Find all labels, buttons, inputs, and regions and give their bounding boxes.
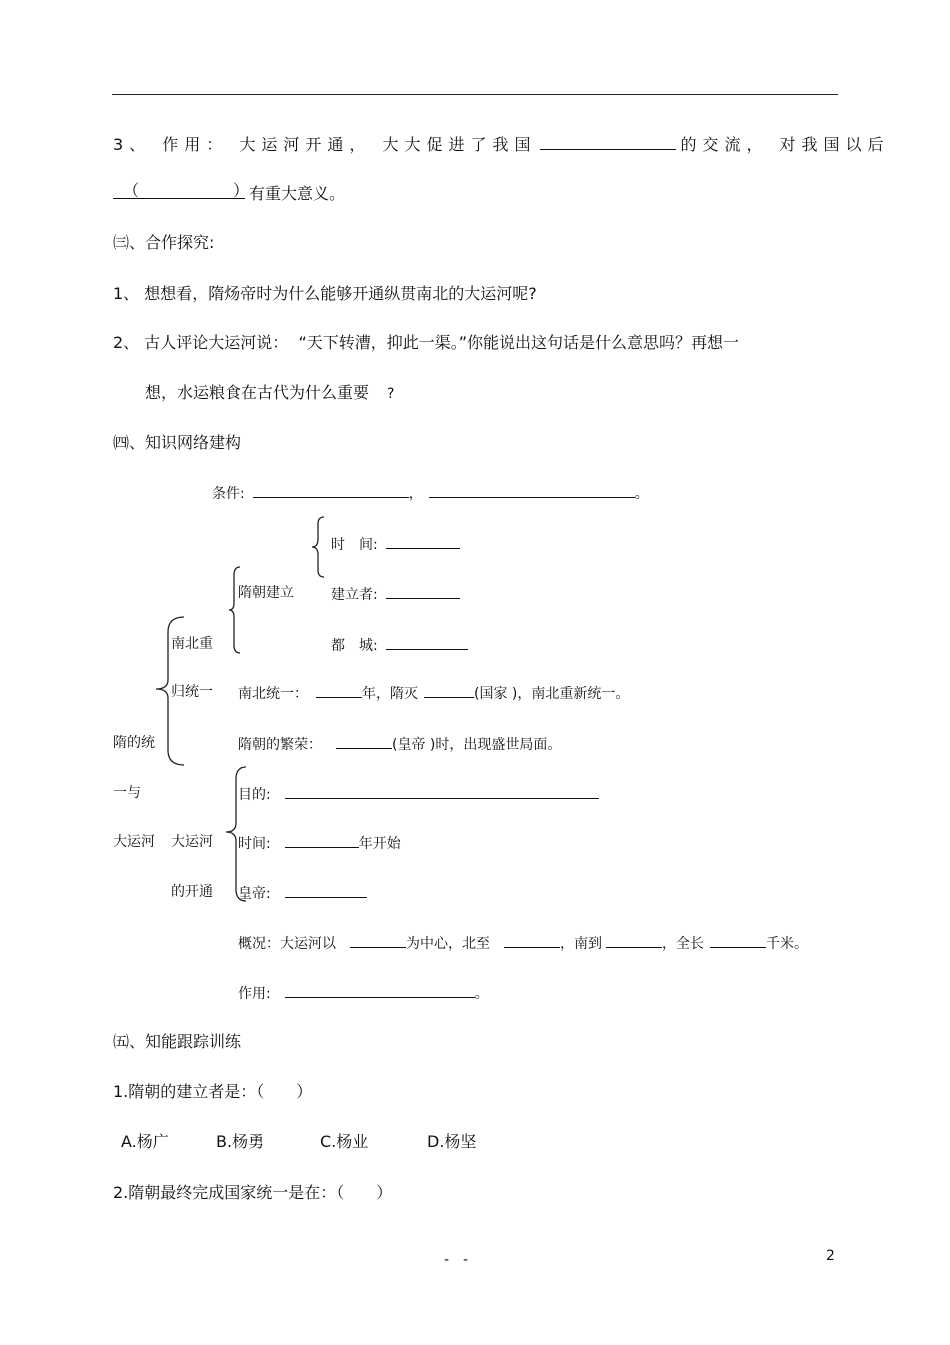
prosper-label: 隋朝的繁荣：	[238, 737, 322, 753]
purpose-blank[interactable]	[285, 783, 599, 799]
ctime-blank[interactable]	[285, 832, 359, 848]
prosper-text: (皇帝 )时，出现盛世局面。	[392, 737, 562, 753]
emperor-blank[interactable]	[285, 882, 367, 898]
sui-founding-label: 隋朝建立	[238, 585, 294, 601]
brace-sui-founding	[228, 566, 242, 654]
effect-row	[238, 982, 489, 1004]
purpose-label: 目的:	[238, 787, 271, 803]
founder-row	[331, 583, 460, 605]
purpose-row	[238, 783, 599, 805]
founder-label: 建立者:	[331, 587, 378, 603]
overview-label: 概况：大运河以	[238, 936, 336, 952]
condition-row	[212, 482, 649, 504]
effect-label: 作用:	[238, 986, 271, 1002]
sec5-q1-option-d[interactable]: D.杨坚	[427, 1132, 477, 1151]
sec5-q1-option-a[interactable]: A.杨广	[121, 1132, 169, 1151]
condition-comma: ，	[408, 486, 423, 502]
overview-length-text: ，全长	[662, 936, 704, 952]
root-line3: 大运河	[113, 834, 155, 850]
sec5-q1-option-b[interactable]: B.杨勇	[216, 1132, 265, 1151]
unify-year-text: 年，隋灭	[362, 686, 418, 702]
p3-blank-2[interactable]	[113, 181, 249, 200]
emperor-label: 皇帝:	[238, 886, 271, 902]
sec3-q2-line1: 2、 古人评论大运河说： “天下转漕，抑此一渠。”你能说出这句话是什么意思吗？再想一	[113, 333, 740, 352]
ctime-text: 年开始	[358, 836, 401, 852]
condition-blank-2[interactable]	[429, 482, 635, 498]
overview-south-blank[interactable]	[606, 932, 662, 948]
p3-text-a: 3、 作用： 大运河开通， 大大促进了我国	[113, 135, 537, 154]
sec5-heading: ㈤、知能跟踪训练	[113, 1032, 242, 1051]
overview-row	[238, 932, 808, 954]
header-rule	[112, 94, 838, 95]
p3-paren-close: ）	[232, 181, 249, 200]
p3-text-b: 的交流， 对我国以后	[680, 135, 890, 154]
time-row	[331, 533, 460, 555]
time-label: 时 间:	[331, 537, 378, 553]
emperor-row	[238, 882, 367, 904]
overview-length-blank[interactable]	[710, 932, 766, 948]
p3-text-c: 有重大意义。	[249, 184, 346, 203]
sec5-q1-option-c[interactable]: C.杨业	[320, 1132, 369, 1151]
founder-blank[interactable]	[386, 583, 460, 599]
effect-blank[interactable]	[285, 982, 475, 998]
p3-line1	[113, 134, 890, 155]
p3-line2	[113, 183, 345, 204]
sec5-q1: 1.隋朝的建立者是：（ ）	[113, 1082, 313, 1101]
canal-line1: 大运河	[171, 834, 213, 850]
capital-label: 都 城:	[331, 638, 378, 654]
condition-blank-1[interactable]	[253, 482, 409, 498]
unify-state-blank[interactable]	[424, 682, 474, 698]
unify-year-blank[interactable]	[316, 682, 362, 698]
root-line2: 一与	[113, 785, 141, 801]
nb-line2: 归统一	[171, 684, 213, 700]
overview-center-blank[interactable]	[350, 932, 406, 948]
p3-blank-1[interactable]	[540, 134, 676, 150]
nb-line1: 南北重	[171, 636, 213, 652]
unify-row	[238, 682, 629, 704]
unify-label: 南北统一：	[238, 686, 308, 702]
ctime-label: 时间:	[238, 836, 271, 852]
sec3-q2-line2	[145, 383, 394, 404]
p3-paren-open: （	[123, 181, 140, 200]
overview-center-text: 为中心，北至	[406, 936, 490, 952]
effect-period: 。	[474, 986, 489, 1002]
condition-period: 。	[634, 486, 649, 502]
overview-north-blank[interactable]	[504, 932, 560, 948]
capital-row	[331, 634, 468, 656]
sec5-q2: 2.隋朝最终完成国家统一是在：（ ）	[113, 1183, 393, 1202]
sec3-heading: ㈢、合作探究:	[113, 233, 215, 252]
sec4-heading: ㈣、知识网络建构	[113, 433, 242, 452]
root-line1: 隋的统	[113, 735, 155, 751]
time-blank[interactable]	[386, 533, 460, 549]
sec3-q2-text: 想，水运粮食在古代为什么重要	[145, 383, 370, 402]
overview-south-text: ，南到	[560, 936, 602, 952]
footer-dashes: - -	[444, 1252, 469, 1268]
capital-blank[interactable]	[386, 634, 468, 650]
sec3-q2-mark: ?	[387, 386, 395, 402]
overview-unit-text: 千米。	[766, 936, 808, 952]
condition-label: 条件:	[212, 486, 245, 502]
ctime-row	[238, 832, 401, 854]
unify-state-text: (国家 )，南北重新统一。	[474, 686, 630, 702]
brace-founding-details	[310, 516, 330, 578]
page-number: 2	[826, 1248, 835, 1264]
prosper-row	[238, 733, 561, 755]
sec3-q1: 1、 想想看，隋炀帝时为什么能够开通纵贯南北的大运河呢?	[113, 284, 537, 303]
prosper-blank[interactable]	[336, 733, 392, 749]
canal-line2: 的开通	[171, 884, 213, 900]
